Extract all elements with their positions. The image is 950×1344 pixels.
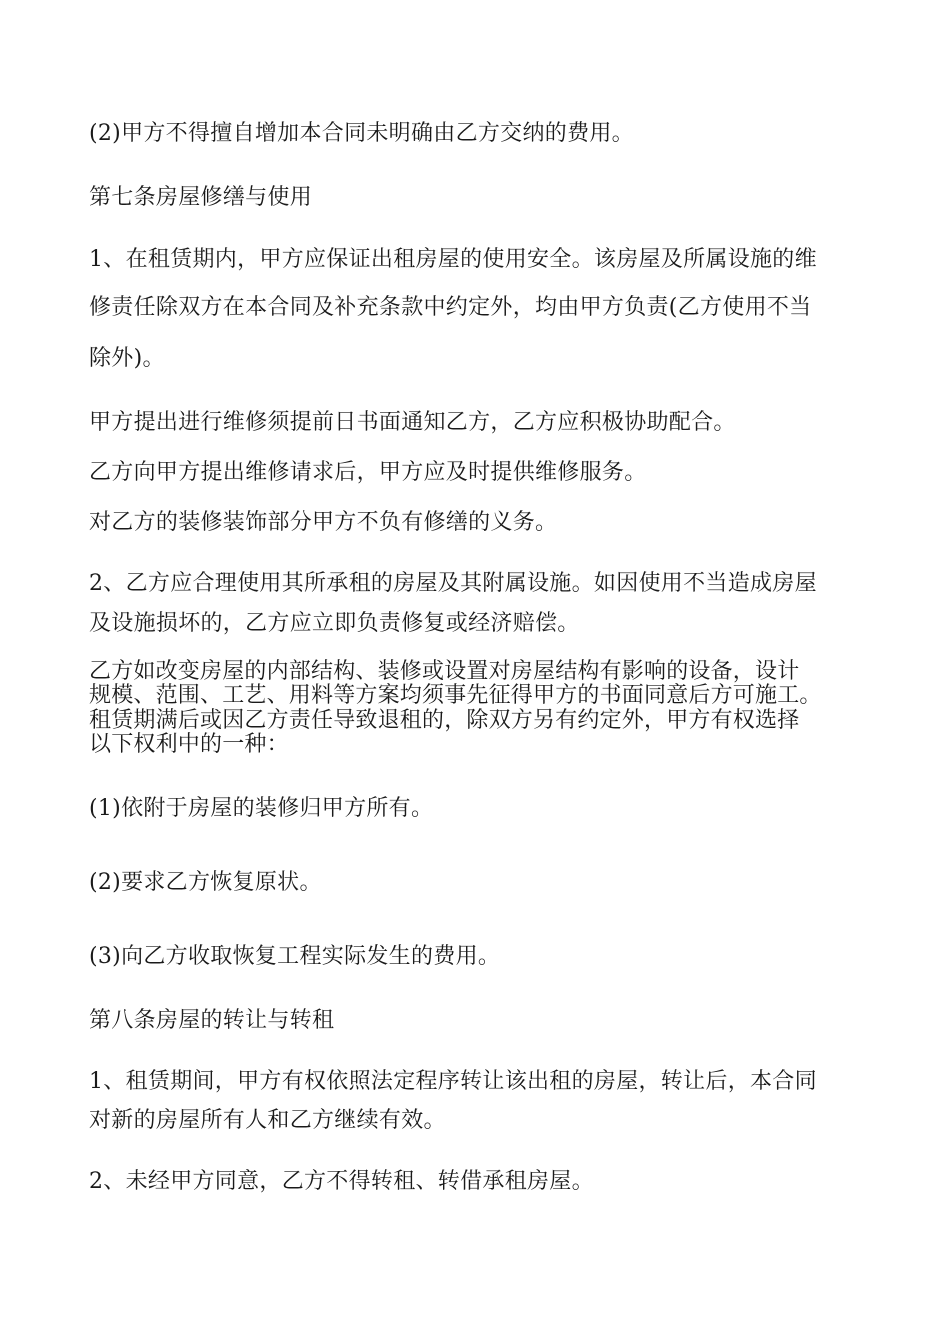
clause-line: 对新的房屋所有人和乙方继续有效。 — [89, 1108, 446, 1133]
clause-line: 甲方提出进行维修须提前日书面通知乙方，乙方应积极协助配合。 — [89, 410, 736, 435]
clause-line: 2、乙方应合理使用其所承租的房屋及其附属设施。如因使用不当造成房屋 — [89, 571, 817, 596]
list-item: (1)依附于房屋的装修归甲方所有。 — [89, 796, 434, 821]
section-heading-article-7: 第七条房屋修缮与使用 — [89, 185, 313, 210]
clause-line: (2)甲方不得擅自增加本合同未明确由乙方交纳的费用。 — [89, 121, 634, 146]
clause-line: 2、未经甲方同意，乙方不得转租、转借承租房屋。 — [89, 1169, 594, 1194]
clause-line: 乙方如改变房屋的内部结构、装修或设置对房屋结构有影响的设备，设计 — [89, 659, 800, 684]
clause-line: 修责任除双方在本合同及补充条款中约定外，均由甲方负责(乙方使用不当 — [89, 295, 812, 320]
clause-line: 以下权利中的一种： — [89, 732, 289, 757]
list-item: (3)向乙方收取恢复工程实际发生的费用。 — [89, 944, 501, 969]
section-heading-article-8: 第八条房屋的转让与转租 — [89, 1008, 335, 1033]
clause-line: 1、租赁期间，甲方有权依照法定程序转让该出租的房屋，转让后，本合同 — [89, 1069, 817, 1094]
clause-line: 乙方向甲方提出维修请求后，甲方应及时提供维修服务。 — [89, 460, 647, 485]
clause-line: 除外)。 — [89, 346, 165, 371]
clause-line: 租赁期满后或因乙方责任导致退租的，除双方另有约定外，甲方有权选择 — [89, 708, 800, 733]
list-item: (2)要求乙方恢复原状。 — [89, 870, 322, 895]
clause-line: 规模、范围、工艺、用料等方案均须事先征得甲方的书面同意后方可施工。 — [89, 683, 822, 708]
clause-line: 1、在租赁期内，甲方应保证出租房屋的使用安全。该房屋及所属设施的维 — [89, 247, 817, 272]
clause-line: 及设施损坏的，乙方应立即负责修复或经济赔偿。 — [89, 611, 580, 636]
clause-line: 对乙方的装修装饰部分甲方不负有修缮的义务。 — [89, 510, 558, 535]
